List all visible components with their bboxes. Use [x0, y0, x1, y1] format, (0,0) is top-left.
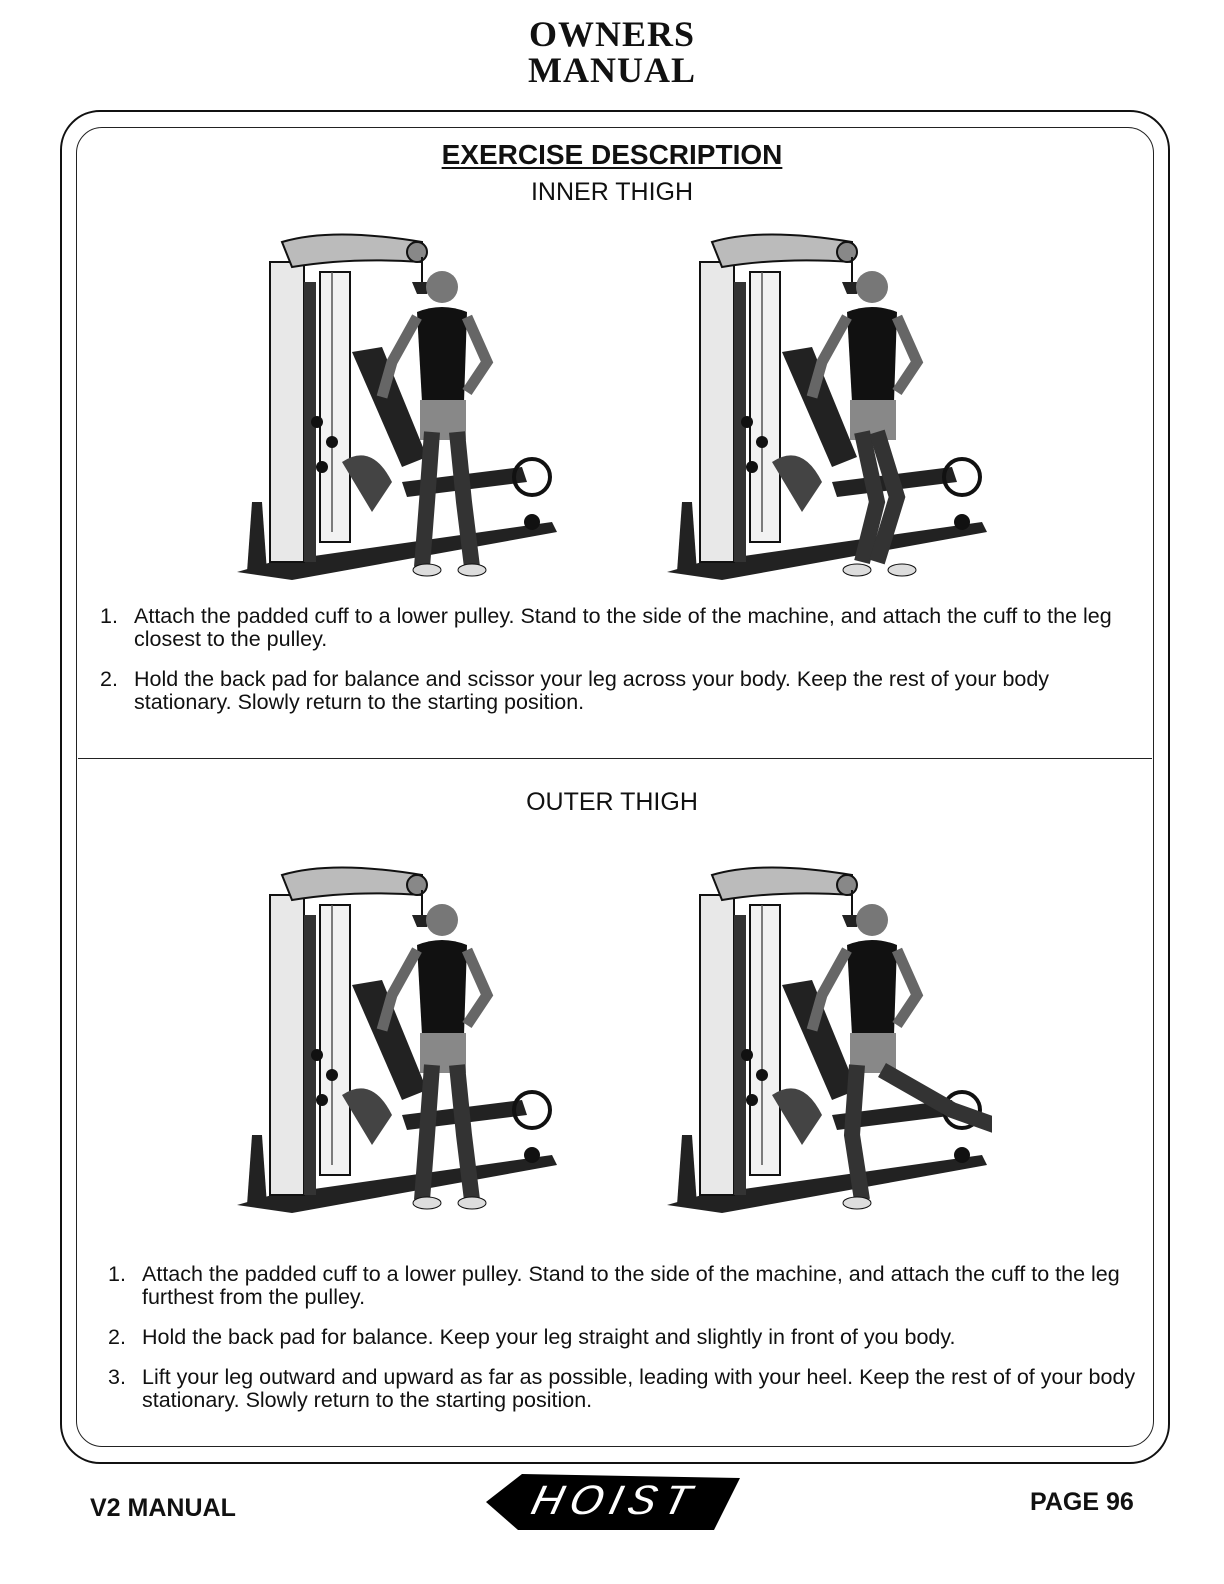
outer-thigh-step — [108, 1326, 1138, 1349]
inner-thigh-step — [100, 668, 1140, 714]
logo-wordmark: HOIST — [525, 1476, 703, 1525]
footer-page-number: PAGE 96 — [1030, 1488, 1134, 1516]
step-text: Lift your leg outward and upward as far as possible, leading with your heel. Keep the rest of of your body stationary. Slowly return to the starting position. — [142, 1365, 1136, 1412]
document-header — [0, 16, 1224, 88]
section-divider — [78, 758, 1152, 759]
inner-thigh-photo-start — [232, 232, 562, 582]
step-number: 2. — [100, 667, 118, 691]
inner-thigh-step — [100, 605, 1140, 651]
main-title: EXERCISE DESCRIPTION — [441, 139, 783, 170]
outer-thigh-step — [108, 1263, 1138, 1309]
step-text: Hold the back pad for balance and scissor your leg across your body. Keep the rest of your body stationary. Slowly return to the starting position. — [134, 667, 1050, 714]
inner-thigh-photo-end — [662, 232, 992, 582]
inner-thigh-steps — [100, 605, 1140, 731]
step-text: Hold the back pad for balance. Keep your leg straight and slightly in front of you body. — [142, 1325, 956, 1349]
step-text: Attach the padded cuff to a lower pulley. Stand to the side of the machine, and attach the cuff to the leg closest to the pulley. — [134, 604, 1112, 651]
inner-thigh-title: INNER THIGH — [530, 178, 694, 206]
outer-thigh-photo-end — [662, 865, 992, 1215]
hoist-logo — [478, 1470, 750, 1534]
step-number: 2. — [108, 1325, 126, 1349]
header-line-2: MANUAL — [528, 50, 696, 90]
outer-thigh-step — [108, 1366, 1138, 1412]
outer-thigh-steps — [108, 1263, 1138, 1429]
step-number: 1. — [108, 1262, 126, 1286]
step-number: 1. — [100, 604, 118, 628]
outer-thigh-title: OUTER THIGH — [526, 788, 698, 816]
exercise-illustration — [232, 865, 562, 1215]
step-text: Attach the padded cuff to a lower pulley. Stand to the side of the machine, and attach the cuff to the leg furthest from the pulley. — [142, 1262, 1120, 1309]
footer-manual-label: V2 MANUAL — [90, 1494, 236, 1522]
outer-thigh-photo-start — [232, 865, 562, 1215]
exercise-illustration — [662, 865, 992, 1215]
exercise-illustration — [232, 232, 562, 582]
exercise-illustration — [662, 232, 992, 582]
header-line-1: OWNERS — [528, 14, 696, 54]
step-number: 3. — [108, 1365, 126, 1389]
